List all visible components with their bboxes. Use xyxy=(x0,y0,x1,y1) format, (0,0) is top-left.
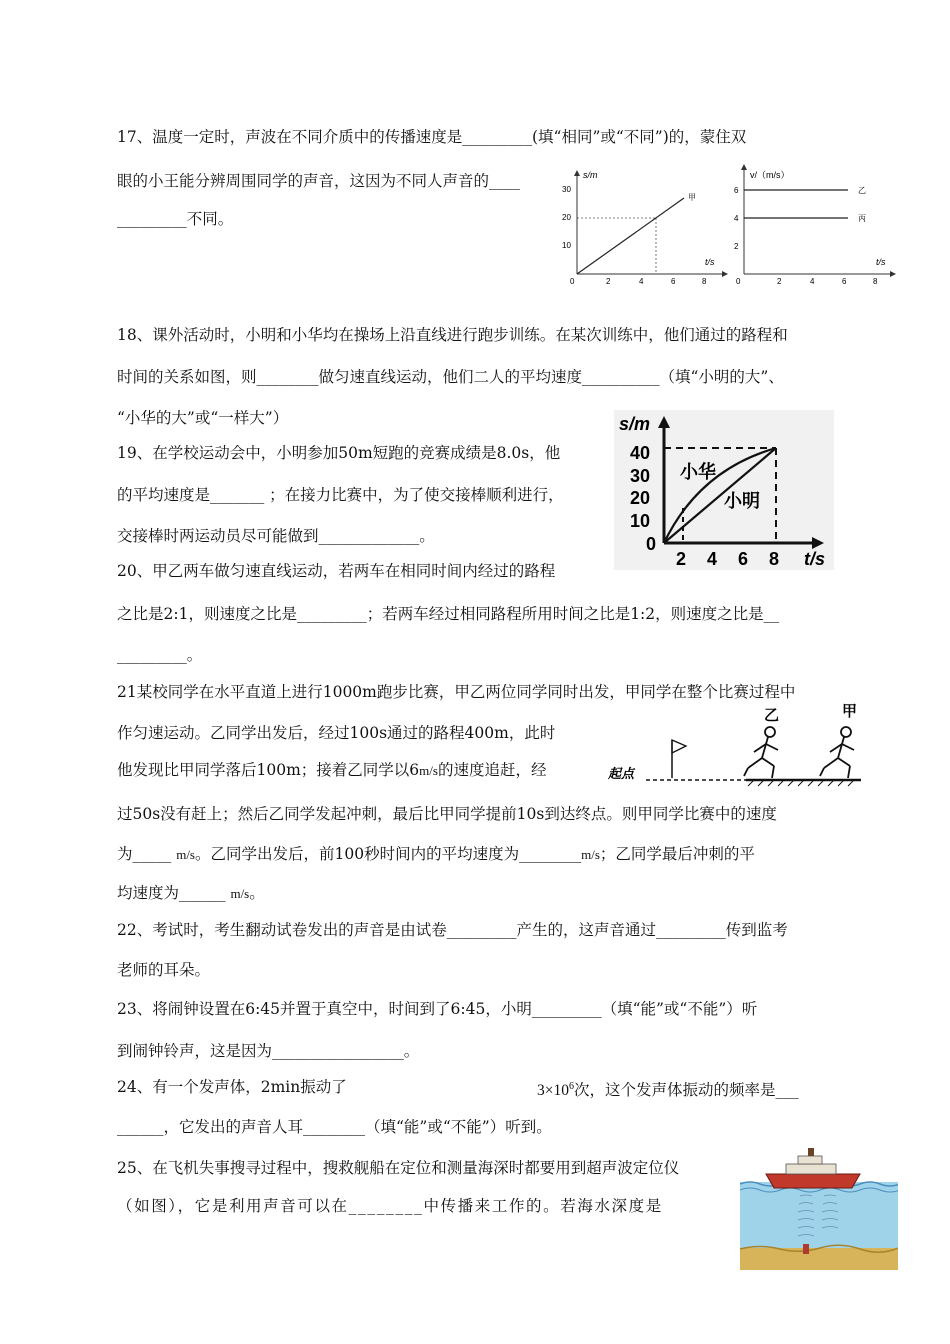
fig17-left-xlabel: t/s xyxy=(705,257,715,267)
fig18-origin: 0 xyxy=(646,534,657,554)
q24-math-exponent: 6 xyxy=(569,1081,574,1092)
fig21-runner-b-label: 乙 xyxy=(764,707,780,724)
q21-line3-text-end: 的速度追赶，经 xyxy=(437,761,547,779)
q19-line1: 19、在学校运动会中，小明参加50m短跑的竞赛成绩是8.0s，他 xyxy=(117,444,561,462)
q21-line5-unit: m/s xyxy=(176,847,195,862)
fig18-ylabel: s/m xyxy=(619,414,651,434)
fig18-series-label: 小华 xyxy=(680,462,716,482)
q21-line3 xyxy=(117,760,546,781)
q21-line4: 过50s没有赶上；然后乙同学发起冲刺，最后比甲同学提前10s到达终点。则甲同学比赛中的速度 xyxy=(117,805,777,823)
fig17-right-xtick: 2 xyxy=(777,277,782,286)
q17-line3: _________不同。 xyxy=(117,210,234,228)
fig17-right-ytick: 2 xyxy=(734,242,739,251)
fig17-left-xtick: 4 xyxy=(639,277,644,286)
q21-line3-unit: m/s xyxy=(419,763,438,778)
fig17-left-series-line xyxy=(577,198,684,274)
fig18-xtick: 8 xyxy=(769,549,780,569)
fig17-right-xlabel: t/s xyxy=(876,257,886,267)
fig21-runners xyxy=(606,700,864,792)
q20-line3: _________。 xyxy=(117,646,203,664)
fig17-right-xtick: 4 xyxy=(810,277,815,286)
fig17-right-series-label: 丙 xyxy=(858,214,866,223)
q21-line5 xyxy=(117,844,755,865)
q24-line1-math xyxy=(537,1077,799,1101)
q21-line1: 21某校同学在水平直道上进行1000m跑步比赛，甲乙两位同学同时出发，甲同学在整个比赛过程中 xyxy=(117,683,796,701)
fig17-left-ytick: 30 xyxy=(562,185,571,194)
fig17-right-xtick: 6 xyxy=(842,277,847,286)
q25-line2: （如图），它是利用声音可以在________中传播来工作的。若海水深度是 xyxy=(117,1197,663,1215)
fig18-xtick: 2 xyxy=(676,549,687,569)
fig17-left-origin: 0 xyxy=(570,277,575,286)
fig17-right-ylabel: v/（m/s） xyxy=(750,170,790,180)
fig18-ytick: 20 xyxy=(630,488,651,508)
q25-line1: 25、在飞机失事搜寻过程中，搜救舰船在定位和测量海深时都要用到超声波定位仪 xyxy=(117,1159,680,1177)
fig18-xlabel: t/s xyxy=(804,549,826,569)
q21-line6-unit: m/s xyxy=(230,886,250,901)
q24-line1-text-end: 次，这个发声体振动的频率是___ xyxy=(574,1081,799,1100)
fig18-st-graph xyxy=(614,410,834,570)
q18-line1: 18、课外活动时，小明和小华均在操场上沿直线进行跑步训练。在某次训练中，他们通过的路程和 xyxy=(117,326,788,344)
q21-line5-text-mid: 。乙同学出发后，前100秒时间内的平均速度为________ xyxy=(195,845,582,863)
runner-icon xyxy=(820,727,854,778)
fig18-series-label: 小明 xyxy=(724,491,760,511)
fig18-ytick: 10 xyxy=(630,511,651,531)
fig17-left-ylabel: s/m xyxy=(583,170,598,180)
q19-line3: 交接棒时两运动员尽可能做到_____________。 xyxy=(117,527,435,545)
fig18-xtick: 6 xyxy=(738,549,749,569)
fig18-ytick: 40 xyxy=(630,443,651,463)
fig18-xtick: 4 xyxy=(707,549,718,569)
fig18-ytick: 30 xyxy=(630,466,651,486)
q21-line6 xyxy=(117,883,265,904)
q21-line5-text-end: ；乙同学最后冲刺的平 xyxy=(599,845,755,863)
fig17-right-ytick: 6 xyxy=(734,186,739,195)
q23-line1: 23、将闹钟设置在6:45并置于真空中，时间到了6:45，小明_________（填“能”或“不能”）听 xyxy=(117,1000,758,1018)
q21-line2: 作匀速运动。乙同学出发后，经过100s通过的路程400m，此时 xyxy=(117,724,556,742)
q22-line1: 22、考试时，考生翻动试卷发出的声音是由试卷_________产生的，这声音通过_________传到监考 xyxy=(117,921,788,939)
fig25-sonar-illustration xyxy=(740,1148,898,1270)
q21-line5-unit2: m/s xyxy=(581,847,600,862)
q24-math-base: 3×10 xyxy=(537,1082,569,1100)
fig17-right-ytick: 4 xyxy=(734,214,739,223)
fig21-start-label: 起点 xyxy=(608,766,635,781)
fig21-runner-a-label: 甲 xyxy=(842,703,858,720)
q24-line1-text: 24、有一个发声体，2min振动了 xyxy=(117,1078,347,1096)
q22-line2: 老师的耳朵。 xyxy=(117,961,211,979)
q23-line2: 到闹钟铃声，这是因为_________________。 xyxy=(117,1042,420,1060)
fig17-left-ytick: 20 xyxy=(562,213,571,222)
fig17-left-ytick: 10 xyxy=(562,241,571,250)
q21-line6-text-end: 。 xyxy=(249,884,265,902)
fig17-vt-graph xyxy=(730,164,900,294)
fig17-left-series-label: 甲 xyxy=(688,193,696,202)
q18-line2: 时间的关系如图，则________做匀速直线运动，他们二人的平均速度__________（填“小明的大”、 xyxy=(117,368,784,386)
fig17-left-xtick: 2 xyxy=(606,277,611,286)
fig17-st-graph xyxy=(562,164,732,294)
q24-line2: ______，它发出的声音人耳________（填“能”或“不能”）听到。 xyxy=(117,1118,552,1136)
fig17-left-xtick: 8 xyxy=(702,277,707,286)
q20-line1: 20、甲乙两车做匀速直线运动，若两车在相同时间内经过的路程 xyxy=(117,562,556,580)
fig17-right-series-label: 乙 xyxy=(858,186,866,195)
q21-line5-text: 为_____ xyxy=(117,845,172,863)
q20-line2: 之比是2:1，则速度之比是_________；若两车经过相同路程所用时间之比是1:2，则速度之比是__ xyxy=(117,605,780,623)
q21-line6-text: 均速度为______ xyxy=(117,884,226,902)
fig17-right-xtick: 8 xyxy=(873,277,878,286)
q18-line3: “小华的大”或“一样大”） xyxy=(117,409,289,427)
q21-line3-text: 他发现比甲同学落后100m；接着乙同学以6 xyxy=(117,761,420,779)
q17-line2: 眼的小王能分辨周围同学的声音，这因为不同人声音的____ xyxy=(117,172,521,190)
runner-icon xyxy=(744,727,778,778)
fig17-left-xtick: 6 xyxy=(671,277,676,286)
q17-line1: 17、温度一定时，声波在不同介质中的传播速度是_________(填“相同”或“不同”)的，蒙住双 xyxy=(117,128,747,146)
fig17-right-origin: 0 xyxy=(736,277,741,286)
q19-line2: 的平均速度是_______ ；在接力比赛中，为了使交接棒顺利进行， xyxy=(117,486,564,504)
